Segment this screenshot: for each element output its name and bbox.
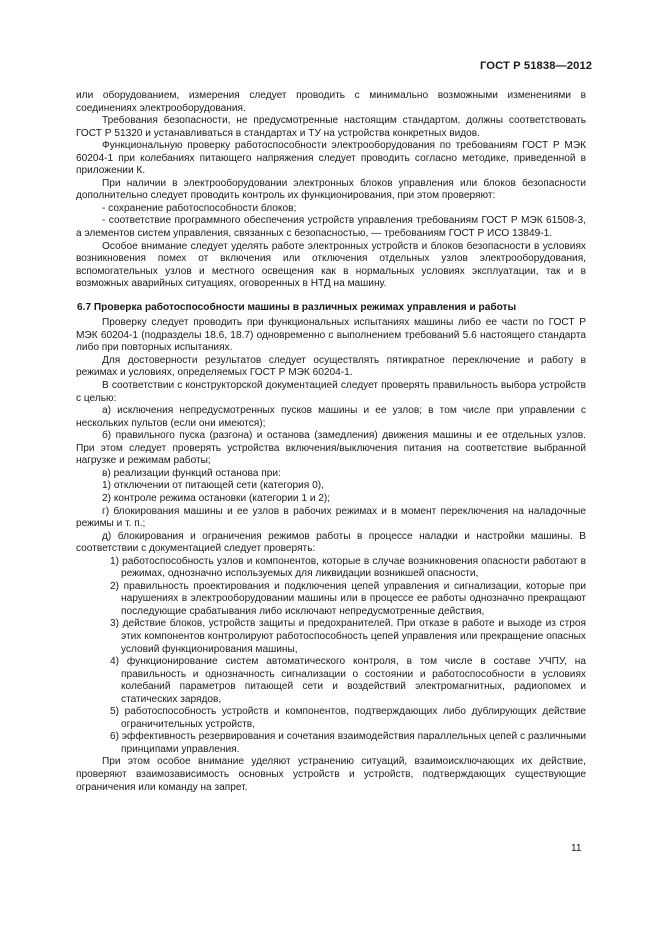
document-id-header: ГОСТ Р 51838—2012 <box>480 60 593 72</box>
paragraph: Требования безопасности, не предусмотренные настоящим стандартом, должны соответствовать ГОСТ Р 51320 и устанавливаться в стандартах и ТУ на устройства конкретных видов. <box>76 115 586 139</box>
paragraph: - сохранение работоспособности блоков; <box>102 202 297 214</box>
paragraph: 2) контроле режима остановки (категории 1 и 2); <box>102 492 331 504</box>
paragraph: а) исключения непредусмотренных пусков машины и ее узлов; в том числе при управлении с нескольких пультов (если они имеются); <box>76 405 586 429</box>
paragraph: г) блокирования машины и ее узлов в рабочих режимах и в момент переключения на наладочные режимы и т. п.; <box>76 505 586 530</box>
paragraph: в) реализации функций останова при: <box>102 467 281 479</box>
paragraph: или оборудованием, измерения следует проводить с минимально возможными изменениями в соединениях электрооборудования. <box>76 90 586 114</box>
section-heading: 6.7 Проверка работоспособности машины в различных режимах управления и работы <box>77 301 517 313</box>
paragraph: 3) действие блоков, устройств защиты и предохранителей. При отказе в работе и выходе из строя этих компонентов контролируют работоспособность цепей управления или прекращение опасных условий функционирования машины, <box>110 618 586 655</box>
paragraph: б) правильного пуска (разгона) и останова (замедления) движения машины и ее отдельных узлов. При этом следует проверять устройства включения/выключения питания на соответствие выбранной нагрузке и режимам работы; <box>76 430 586 467</box>
paragraph: 2) правильность проектирования и подключения цепей управления и сигнализации, которые при нарушениях в электрооборудовании машины или в процессе ее работы однозначно прекращают последующие срабатывания либо исключают непредусмотренные действия, <box>110 580 586 617</box>
paragraph: д) блокирования и ограничения режимов работы в процессе наладки и настройки машины. В соответствии с документацией следует проверять: <box>76 530 586 555</box>
paragraph: 6) эффективность резервирования и сочетания взаимодействия параллельных цепей с различными принципами управления. <box>110 731 586 755</box>
paragraph: При наличии в электрооборудовании электронных блоков управления или блоков безопасности дополнительно следует проводить контроль их функционирования, при этом проверяют: <box>76 177 586 202</box>
paragraph: 1) работоспособность узлов и компонентов, которые в случае возникновения опасности работают в режимах, однозначно используемых для ликвидации возникшей опасности, <box>110 555 586 580</box>
page-content <box>76 90 586 794</box>
paragraph: 5) работоспособность устройств и компонентов, подтверждающих либо дублирующих действие ограничительных устройств, <box>110 706 586 730</box>
paragraph: Проверку следует проводить при функциональных испытаниях машины либо ее части по ГОСТ Р МЭК 60204-1 (подразделы 18.6, 18.7) одновременно с выполнением требований 5.6 настоящего стандарта либо при повторных испытаниях. <box>76 317 586 354</box>
paragraph: Для достоверности результатов следует осуществлять пятикратное переключение и работу в режимах и условиях, определяемых ГОСТ Р МЭК 60204-1. <box>76 354 586 379</box>
paragraph: 1) отключении от питающей сети (категория 0), <box>102 480 324 492</box>
paragraph: При этом особое внимание уделяют устранению ситуаций, взаимоисключающих их действие, проверяют взаимозависимость основных устройств и устройств, подтверждающих существующие ограничения или команду на запрет. <box>76 756 586 793</box>
page-number: 11 <box>571 843 582 854</box>
paragraph: - соответствие программного обеспечения устройств управления требованиям ГОСТ Р МЭК 61508-3, а элементов систем управления, связанных с безопасностью, — требованиям ГОСТ Р ИСО 13849-1. <box>76 215 586 240</box>
section-text-block <box>76 317 586 794</box>
paragraph: В соответствии с конструкторской документацией следует проверять правильность выбора устройств с целью: <box>76 380 586 404</box>
paragraph: Особое внимание следует уделять работе электронных устройств и блоков безопасности в условиях возникновения помех от включения или отключения отдельных узлов электрооборудования, вспомогательных узлов и местного освещения как в нормальных условиях эксплуатации, так и в возможных аварийных ситуациях, оговоренных в НТД на машину. <box>76 240 586 290</box>
top-text-block <box>76 90 586 291</box>
paragraph: Функциональную проверку работоспособности электрооборудования по требованиям ГОСТ Р МЭК 60204-1 при колебаниях питающего напряжения следует проводить согласно методике, приведенной в приложении К. <box>76 140 586 177</box>
paragraph: 4) функционирование систем автоматического контроля, в том числе в составе УЧПУ, на правильность и однозначность сигнализации о состоянии и работоспособности в условиях колебаний параметров питающей сети и воздействий электромагнитных, радиопомех и статических зарядов, <box>110 656 586 705</box>
